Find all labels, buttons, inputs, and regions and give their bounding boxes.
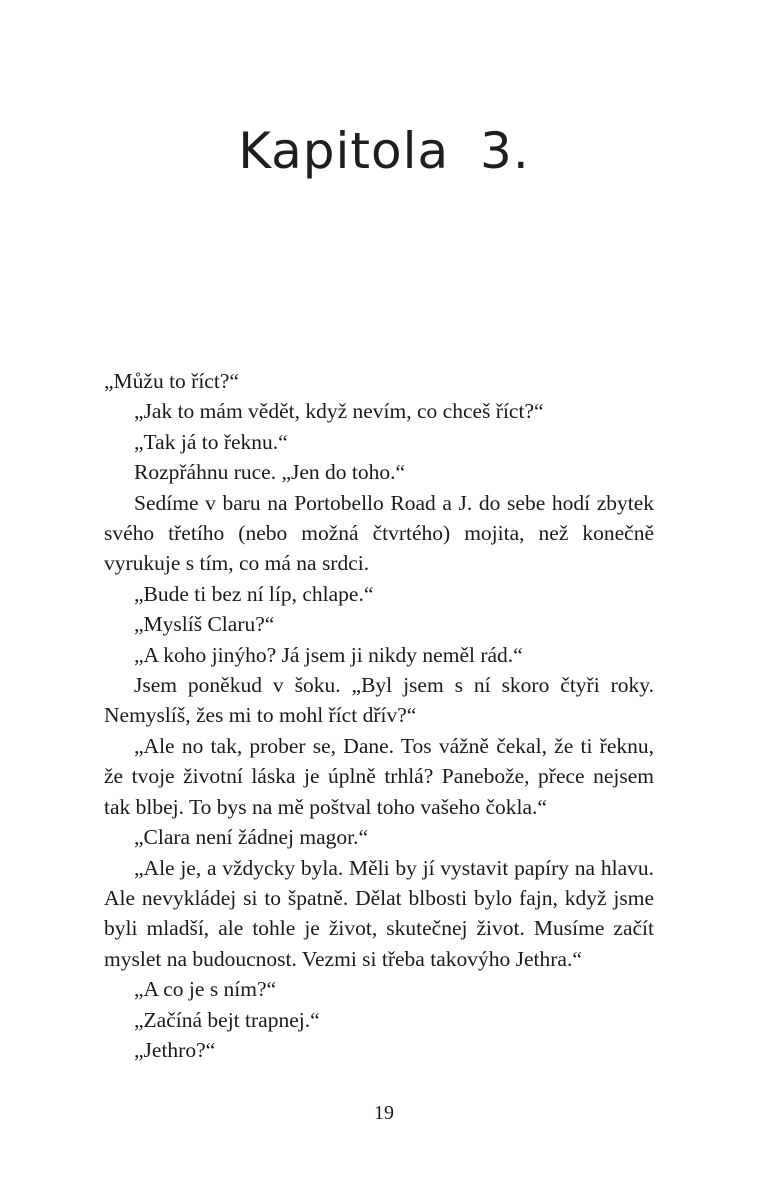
paragraph: „Bude ti bez ní líp, chlape.“	[134, 581, 374, 606]
paragraph: Rozpřáhnu ruce. „Jen do toho.“	[134, 460, 406, 485]
paragraph: „Můžu to říct?“	[104, 369, 239, 393]
paragraph: „A co je s ním?“	[134, 977, 277, 1002]
paragraph: „Clara není žádnej magor.“	[134, 825, 369, 850]
paragraph: „Ale je, a vždycky byla. Měli by jí vystavit papíry na hlavu. Ale nevykládej si to špatně. Dělat blbosti bylo fajn, když jsme byli mladší, ale tohle je život, skutečnej život. Musíme začít myslet na budoucnost. Vezmi si třeba takovýho Jethra.“	[104, 855, 654, 971]
page-number: 19	[374, 1102, 394, 1124]
paragraph: „Ale no tak, prober se, Dane. Tos vážně čekal, že ti řeknu, že tvoje životní láska je úplně trhlá? Panebože, přece nejsem tak blbej. To bys na mě poštval toho vašeho čokla.“	[104, 733, 654, 819]
paragraph: „Myslíš Claru?“	[134, 612, 275, 637]
paragraph: Jsem poněkud v šoku. „Byl jsem s ní skoro čtyři roky. Nemyslíš, žes mi to mohl říct dřív?“	[104, 673, 654, 728]
paragraph: „Jethro?“	[134, 1037, 216, 1062]
paragraph: „A koho jinýho? Já jsem ji nikdy neměl rád.“	[134, 642, 523, 667]
body-text	[104, 366, 654, 1065]
paragraph: „Jak to mám vědět, když nevím, co chceš říct?“	[134, 399, 544, 424]
paragraph: „Začíná bejt trapnej.“	[134, 1007, 320, 1032]
chapter-title: Kapitola 3.	[238, 121, 530, 180]
paragraph: Sedíme v baru na Portobello Road a J. do sebe hodí zbytek svého třetího (nebo možná čtvrtého) mojita, než konečně vyrukuje s tím, co má na srdci.	[104, 490, 654, 576]
paragraph: „Tak já to řeknu.“	[134, 429, 288, 454]
